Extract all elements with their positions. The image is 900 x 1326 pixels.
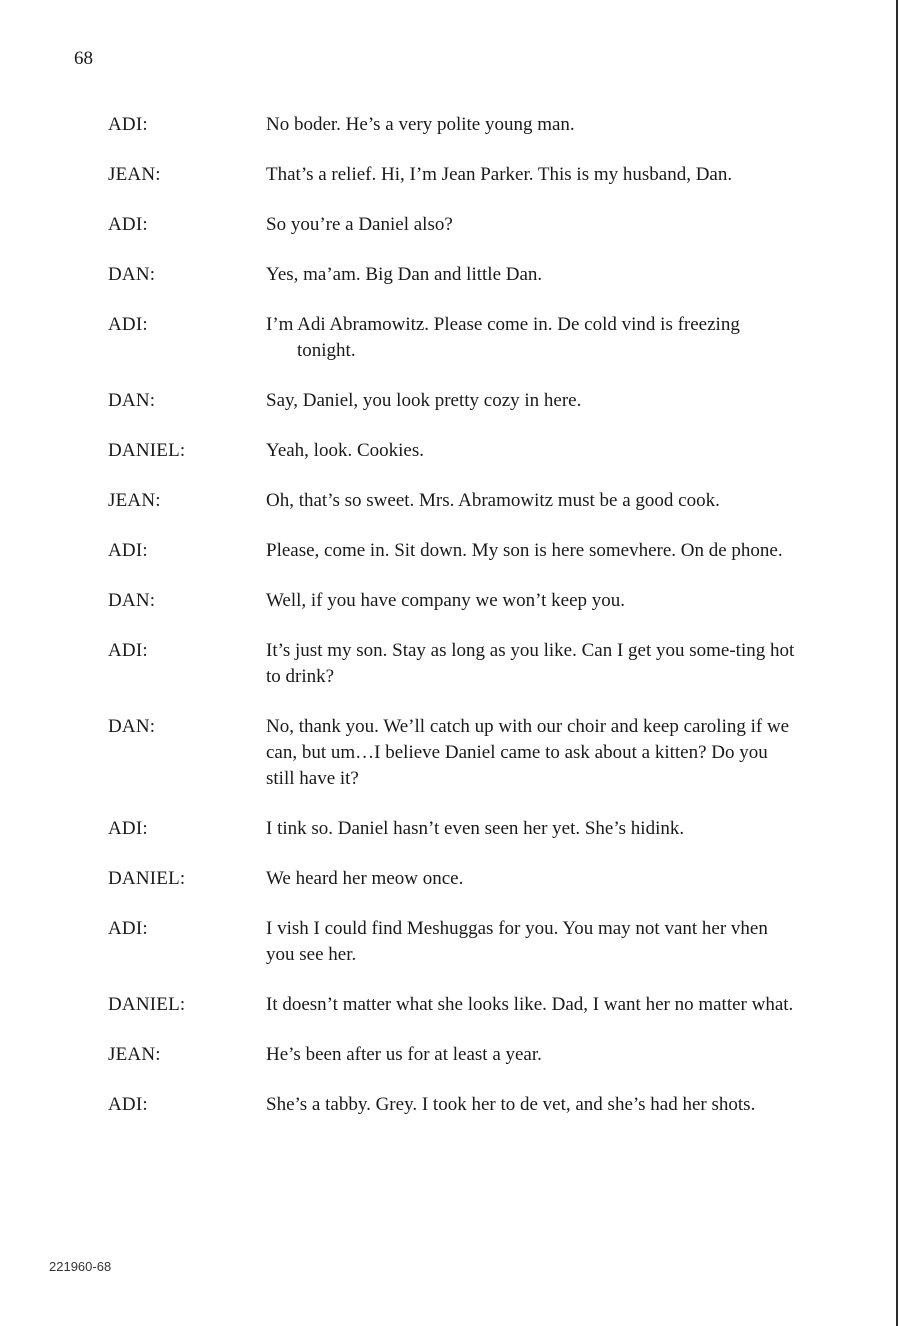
dialogue-text: I vish I could find Meshuggas for you. You may not vant her vhen you see her. (266, 918, 768, 965)
speaker-name: DAN: (108, 390, 156, 411)
page-edge-divider (896, 0, 898, 1326)
speaker-name: ADI: (108, 818, 148, 839)
dialogue-text: I tink so. Daniel hasn’t even seen her yet. She’s hidink. (266, 818, 685, 839)
dialogue-text: He’s been after us for at least a year. (266, 1044, 542, 1065)
dialogue-text: Say, Daniel, you look pretty cozy in here. (266, 390, 582, 411)
speaker-name: JEAN: (108, 164, 161, 185)
speaker-name: JEAN: (108, 490, 161, 511)
dialogue-text: Please, come in. Sit down. My son is here somevhere. On de phone. (266, 540, 783, 561)
dialogue-text: It’s just my son. Stay as long as you like. Can I get you some-ting hot to drink? (266, 640, 795, 687)
footer-code: 221960-68 (49, 1259, 112, 1274)
dialogue-line (108, 262, 808, 288)
speaker-name: ADI: (108, 540, 148, 561)
dialogue-text: She’s a tabby. Grey. I took her to de vet, and she’s had her shots. (266, 1094, 756, 1115)
dialogue-line (108, 212, 808, 238)
dialogue-line (108, 312, 808, 364)
dialogue-text: Yes, ma’am. Big Dan and little Dan. (266, 264, 543, 285)
speaker-name: JEAN: (108, 1044, 161, 1065)
dialogue-text: No, thank you. We’ll catch up with our choir and keep caroling if we can, but um…I believe Daniel came to ask about a kitten? Do you still have it? (266, 716, 790, 789)
dialogue-text: We heard her meow once. (266, 868, 464, 889)
dialogue-text: No boder. He’s a very polite young man. (266, 114, 575, 135)
speaker-name: DAN: (108, 590, 156, 611)
dialogue-line (108, 638, 808, 690)
dialogue-line (108, 538, 808, 564)
dialogue-line (108, 112, 808, 138)
dialogue-line (108, 162, 808, 188)
dialogue-text: So you’re a Daniel also? (266, 214, 453, 235)
speaker-name: DAN: (108, 716, 156, 737)
dialogue-text: Well, if you have company we won’t keep you. (266, 590, 626, 611)
speaker-name: DAN: (108, 264, 156, 285)
dialogue-line (108, 714, 808, 792)
dialogue-line (108, 1042, 808, 1068)
speaker-name: ADI: (108, 640, 148, 661)
dialogue-line (108, 438, 808, 464)
speaker-name: ADI: (108, 1094, 148, 1115)
speaker-name: DANIEL: (108, 994, 186, 1015)
dialogue-text: Oh, that’s so sweet. Mrs. Abramowitz must be a good cook. (266, 490, 720, 511)
speaker-name: ADI: (108, 114, 148, 135)
dialogue-line (108, 816, 808, 842)
page-number: 68 (74, 48, 93, 69)
dialogue-text: Yeah, look. Cookies. (266, 440, 424, 461)
dialogue-line (108, 866, 808, 892)
script-dialogue (108, 112, 808, 1142)
speaker-name: ADI: (108, 214, 148, 235)
dialogue-text: That’s a relief. Hi, I’m Jean Parker. This is my husband, Dan. (266, 164, 733, 185)
dialogue-line (108, 992, 808, 1018)
dialogue-line (108, 916, 808, 968)
dialogue-line (108, 488, 808, 514)
dialogue-line (108, 1092, 808, 1118)
dialogue-text: It doesn’t matter what she looks like. Dad, I want her no matter what. (266, 994, 794, 1015)
dialogue-line (108, 388, 808, 414)
speaker-name: DANIEL: (108, 440, 186, 461)
dialogue-line (108, 588, 808, 614)
speaker-name: DANIEL: (108, 868, 186, 889)
speaker-name: ADI: (108, 314, 148, 335)
speaker-name: ADI: (108, 918, 148, 939)
dialogue-text: I’m Adi Abramowitz. Please come in. De cold vind is freezing tonight. (266, 314, 740, 361)
